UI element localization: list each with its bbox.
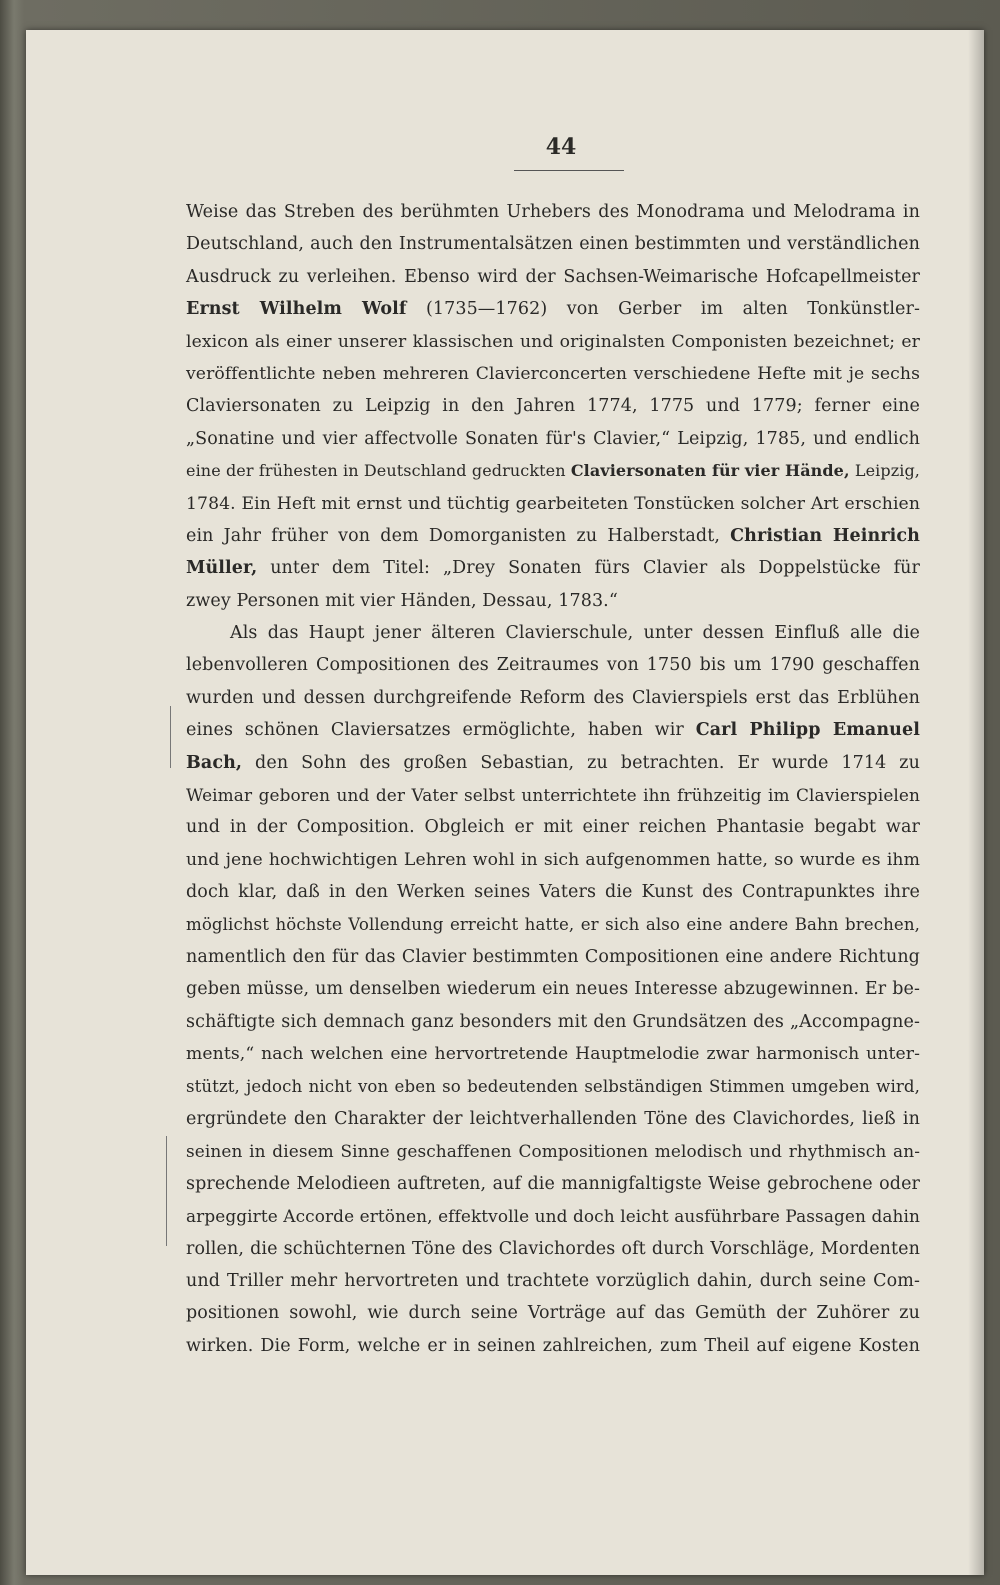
text-line: lebenvolleren Compositionen des Zeitraumes von 1750 bis um 1790 geschaffen	[186, 655, 920, 676]
text-run: ein Jahr früher von dem Domorganisten zu Halberstadt,	[186, 525, 731, 546]
page-number-rule	[514, 170, 624, 171]
text-line	[186, 747, 920, 779]
text-line: positionen sowohl, wie durch seine Vorträge auf das Gemüth der Zuhörer zu	[186, 1303, 920, 1324]
emphasized-name: Claviersonaten für vier Hände,	[570, 461, 850, 481]
text-line	[186, 455, 920, 487]
text-line: Ausdruck zu verleihen. Ebenso wird der Sachsen-Weimarische Hofcapellmeister	[186, 266, 920, 287]
text-run: Leipzig,	[849, 461, 920, 481]
text-line: und Triller mehr hervortreten und trachtete vorzüglich dahin, durch seine Com-	[186, 1270, 920, 1291]
emphasized-name: Müller,	[186, 558, 258, 579]
page-gutter-shadow	[968, 30, 984, 1575]
text-line: zwey Personen mit vier Händen, Dessau, 1783.“	[186, 590, 618, 611]
text-line: Weise das Streben des berühmten Urhebers des Monodrama und Melodrama in	[186, 202, 920, 222]
text-line: möglichst höchste Vollendung erreicht hatte, er sich also eine andere Bahn brechen,	[186, 914, 920, 934]
text-line: Claviersonaten zu Leipzig in den Jahren 1774, 1775 und 1779; ferner eine	[186, 396, 920, 417]
text-line: lexicon als einer unserer klassischen und originalsten Componisten bezeichnet; er	[186, 331, 920, 352]
text-line: 1784. Ein Heft mit ernst und tüchtig gearbeiteten Tonstücken solcher Art erschien	[186, 493, 920, 514]
text-line: schäftigte sich demnach ganz besonders mit den Grundsätzen des „Accompagne-	[186, 1011, 920, 1032]
text-line: ments,“ nach welchen eine hervortretende Hauptmelodie zwar harmonisch unter-	[186, 1044, 920, 1065]
text-line: sprechende Melodieen auftreten, auf die mannigfaltigste Weise gebrochene oder	[186, 1173, 920, 1194]
text-line: doch klar, daß in den Werken seines Vaters die Kunst des Contrapunktes ihre	[186, 882, 920, 903]
text-line: Weimar geboren und der Vater selbst unterrichtete ihn frühzeitig im Clavierspielen	[186, 785, 920, 806]
emphasized-name: Ernst Wilhelm Wolf	[186, 299, 407, 320]
text-run: (1735—1762) von Gerber im alten Tonkünstler-	[406, 299, 920, 320]
text-line: arpeggirte Accorde ertönen, effektvolle und doch leicht ausführbare Passagen dahin	[186, 1206, 920, 1227]
text-line	[186, 293, 920, 325]
margin-pencil-mark	[166, 1136, 167, 1246]
page-number: 44	[545, 134, 577, 160]
margin-pencil-mark	[170, 706, 171, 768]
text-line: „Sonatine und vier affectvolle Sonaten für's Clavier,“ Leipzig, 1785, und endlich	[186, 428, 920, 449]
text-run: den Sohn des großen Sebastian, zu betrachten. Er wurde 1714 zu	[242, 752, 920, 773]
text-run: eines schönen Claviersatzes ermöglichte, haben wir	[186, 720, 696, 741]
text-line: seinen in diesem Sinne geschaffenen Compositionen melodisch und rhythmisch an-	[186, 1141, 920, 1162]
text-line: wurden und dessen durchgreifende Reform des Clavierspiels erst das Erblühen	[186, 687, 920, 708]
text-line: und in der Composition. Obgleich er mit einer reichen Phantasie begabt war	[186, 817, 920, 838]
text-line: und jene hochwichtigen Lehren wohl in sich aufgenommen hatte, so wurde es ihm	[186, 849, 920, 870]
text-run: eine der frühesten in Deutschland gedruckten	[186, 461, 571, 481]
text-line: stützt, jedoch nicht von eben so bedeutenden selbständigen Stimmen umgeben wird,	[186, 1076, 920, 1096]
emphasized-name: Christian Heinrich	[730, 525, 920, 546]
text-line: wirken. Die Form, welche er in seinen zahlreichen, zum Theil auf eigene Kosten	[186, 1335, 920, 1356]
text-line	[186, 520, 920, 552]
text-line: Als das Haupt jener älteren Clavierschule, unter dessen Einfluß alle die	[230, 623, 920, 644]
text-line: ergründete den Charakter der leichtverhallenden Töne des Clavichordes, ließ in	[186, 1108, 920, 1129]
text-run: unter dem Titel: „Drey Sonaten fürs Clavier als Doppelstücke für	[257, 558, 920, 579]
body-text	[186, 196, 920, 1362]
text-line: geben müsse, um denselben wiederum ein neues Interesse abzugewinnen. Er be-	[186, 979, 920, 1000]
text-line: rollen, die schüchternen Töne des Clavichordes oft durch Vorschläge, Mordenten	[186, 1238, 920, 1259]
emphasized-name: Bach,	[186, 752, 243, 773]
text-line	[186, 552, 920, 584]
text-line: Deutschland, auch den Instrumentalsätzen einen bestimmten und verständlichen	[186, 234, 920, 255]
text-line	[186, 714, 920, 746]
text-line: namentlich den für das Clavier bestimmten Compositionen eine andere Richtung	[186, 946, 920, 967]
emphasized-name: Carl Philipp Emanuel	[695, 720, 920, 741]
text-line: veröffentlichte neben mehreren Clavierconcerten verschiedene Hefte mit je sechs	[186, 363, 920, 384]
